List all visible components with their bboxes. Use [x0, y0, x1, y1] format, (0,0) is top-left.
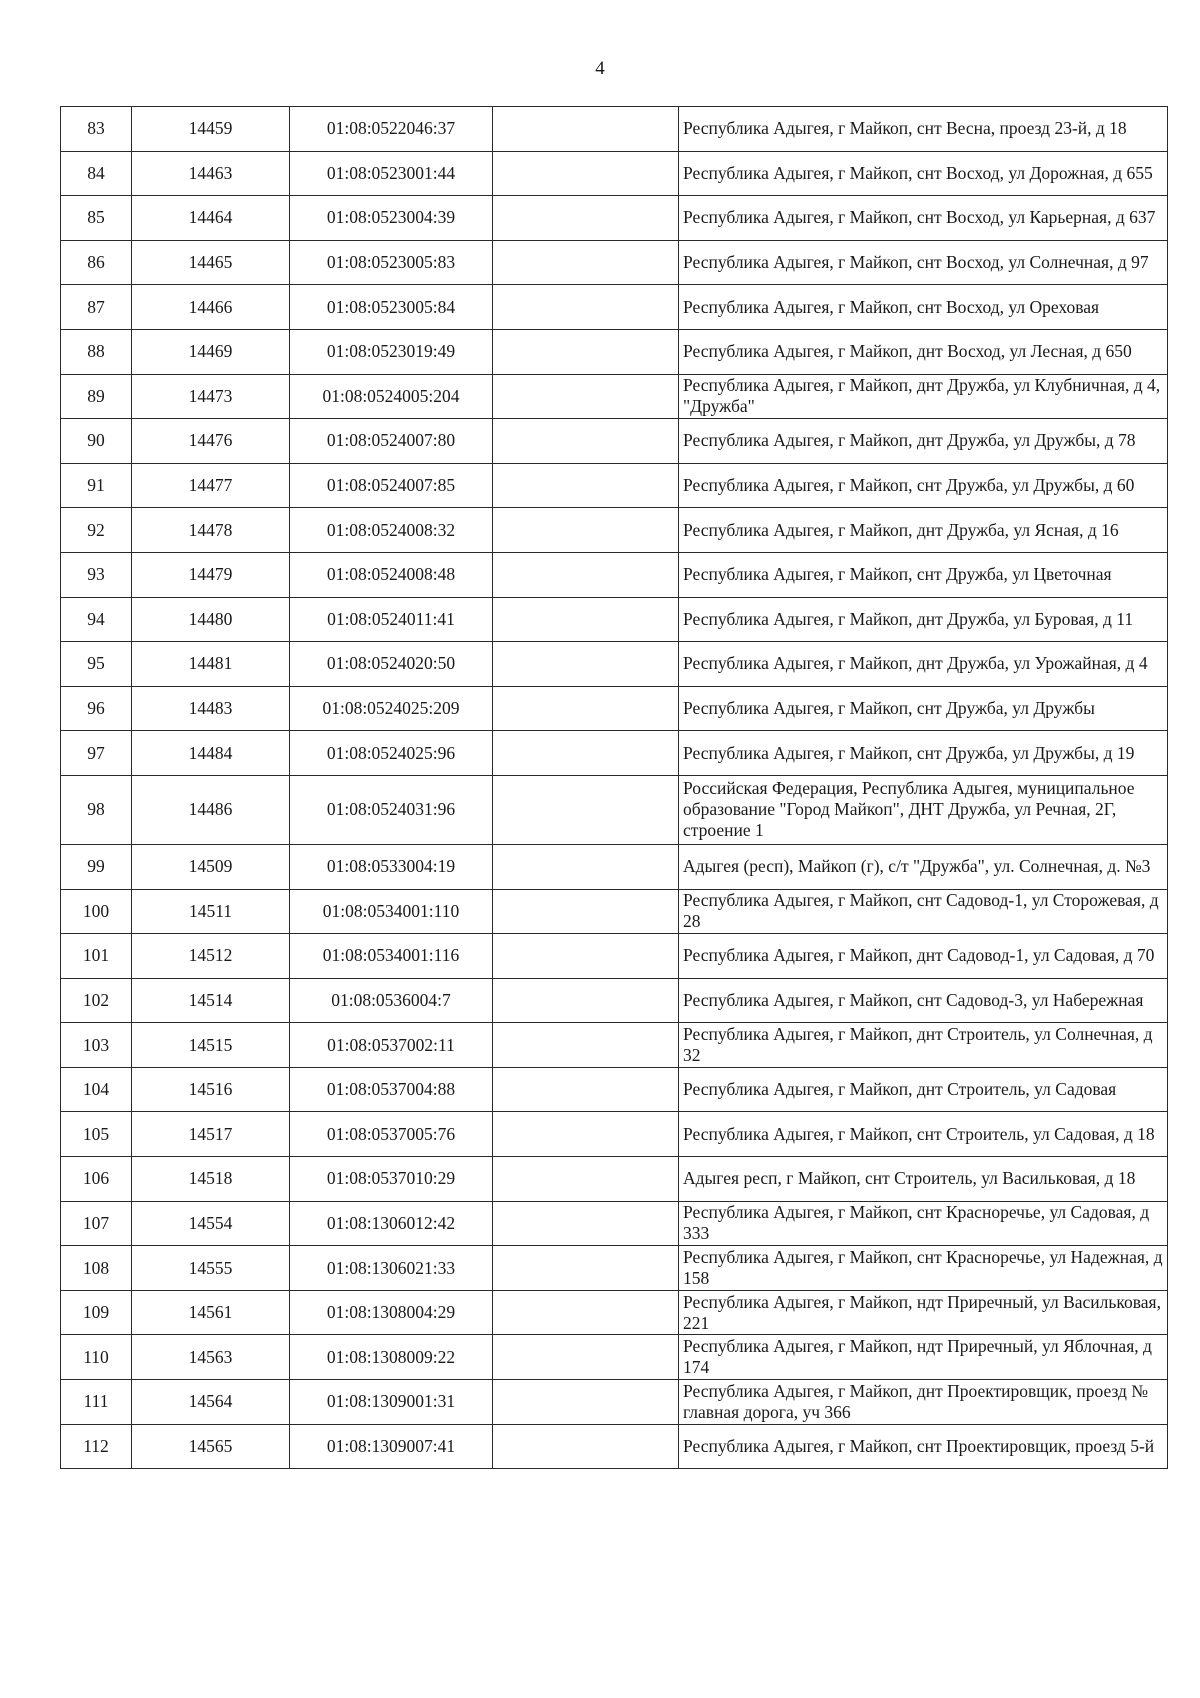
address-cell: Республика Адыгея, г Майкоп, днт Дружба, ул Урожайная, д 4 [679, 642, 1168, 687]
table-row [61, 1067, 1168, 1112]
address-cell: Российская Федерация, Республика Адыгея, муниципальное образование "Город Майкоп", ДНТ Дружба, ул Речная, 2Г, строение 1 [679, 775, 1168, 844]
table-row [61, 889, 1168, 934]
empty-cell [493, 196, 679, 241]
empty-cell [493, 1380, 679, 1425]
address-cell: Республика Адыгея, г Майкоп, днт Дружба, ул Ясная, д 16 [679, 508, 1168, 553]
record-id-cell: 14480 [132, 597, 290, 642]
empty-cell [493, 889, 679, 934]
table-row [61, 775, 1168, 844]
cadastral-number-cell: 01:08:0534001:116 [290, 934, 493, 979]
table-row [61, 1023, 1168, 1068]
empty-cell [493, 107, 679, 152]
record-id-cell: 14515 [132, 1023, 290, 1068]
empty-cell [493, 552, 679, 597]
cadastral-number-cell: 01:08:0537002:11 [290, 1023, 493, 1068]
record-id-cell: 14483 [132, 686, 290, 731]
cadastral-number-cell: 01:08:1306012:42 [290, 1201, 493, 1246]
registry-table [60, 106, 1168, 1469]
table-row [61, 151, 1168, 196]
cadastral-number-cell: 01:08:0524007:80 [290, 419, 493, 464]
cadastral-number-cell: 01:08:0524020:50 [290, 642, 493, 687]
cadastral-number-cell: 01:08:0537010:29 [290, 1157, 493, 1202]
row-number-cell: 83 [61, 107, 132, 152]
row-number-cell: 104 [61, 1067, 132, 1112]
empty-cell [493, 285, 679, 330]
address-cell: Республика Адыгея, г Майкоп, днт Строитель, ул Солнечная, д 32 [679, 1023, 1168, 1068]
table-row [61, 1424, 1168, 1469]
record-id-cell: 14563 [132, 1335, 290, 1380]
empty-cell [493, 1201, 679, 1246]
row-number-cell: 106 [61, 1157, 132, 1202]
row-number-cell: 91 [61, 463, 132, 508]
cadastral-number-cell: 01:08:0524005:204 [290, 374, 493, 419]
empty-cell [493, 775, 679, 844]
table-row [61, 374, 1168, 419]
address-cell: Республика Адыгея, г Майкоп, снт Красноречье, ул Надежная, д 158 [679, 1246, 1168, 1291]
record-id-cell: 14486 [132, 775, 290, 844]
record-id-cell: 14564 [132, 1380, 290, 1425]
address-cell: Республика Адыгея, г Майкоп, снт Весна, проезд 23-й, д 18 [679, 107, 1168, 152]
cadastral-number-cell: 01:08:0524011:41 [290, 597, 493, 642]
cadastral-number-cell: 01:08:0524025:209 [290, 686, 493, 731]
address-cell: Республика Адыгея, г Майкоп, снт Проектировщик, проезд 5-й [679, 1424, 1168, 1469]
record-id-cell: 14511 [132, 889, 290, 934]
table-row [61, 686, 1168, 731]
address-cell: Адыгея респ, г Майкоп, снт Строитель, ул Васильковая, д 18 [679, 1157, 1168, 1202]
cadastral-number-cell: 01:08:0524031:96 [290, 775, 493, 844]
row-number-cell: 94 [61, 597, 132, 642]
cadastral-number-cell: 01:08:1308004:29 [290, 1290, 493, 1335]
record-id-cell: 14478 [132, 508, 290, 553]
empty-cell [493, 1112, 679, 1157]
table-row [61, 1157, 1168, 1202]
empty-cell [493, 329, 679, 374]
row-number-cell: 101 [61, 934, 132, 979]
table-row [61, 597, 1168, 642]
table-row [61, 1112, 1168, 1157]
record-id-cell: 14484 [132, 731, 290, 776]
address-cell: Республика Адыгея, г Майкоп, снт Восход, ул Ореховая [679, 285, 1168, 330]
address-cell: Республика Адыгея, г Майкоп, снт Восход, ул Карьерная, д 637 [679, 196, 1168, 241]
cadastral-number-cell: 01:08:0522046:37 [290, 107, 493, 152]
address-cell: Республика Адыгея, г Майкоп, снт Восход, ул Дорожная, д 655 [679, 151, 1168, 196]
empty-cell [493, 1290, 679, 1335]
address-cell: Республика Адыгея, г Майкоп, снт Дружба, ул Цветочная [679, 552, 1168, 597]
address-cell: Республика Адыгея, г Майкоп, снт Дружба, ул Дружбы, д 60 [679, 463, 1168, 508]
row-number-cell: 90 [61, 419, 132, 464]
record-id-cell: 14512 [132, 934, 290, 979]
record-id-cell: 14481 [132, 642, 290, 687]
address-cell: Республика Адыгея, г Майкоп, ндт Приречный, ул Яблочная, д 174 [679, 1335, 1168, 1380]
table-row [61, 463, 1168, 508]
record-id-cell: 14466 [132, 285, 290, 330]
record-id-cell: 14473 [132, 374, 290, 419]
empty-cell [493, 978, 679, 1023]
record-id-cell: 14554 [132, 1201, 290, 1246]
empty-cell [493, 1424, 679, 1469]
address-cell: Республика Адыгея, г Майкоп, снт Красноречье, ул Садовая, д 333 [679, 1201, 1168, 1246]
row-number-cell: 109 [61, 1290, 132, 1335]
record-id-cell: 14477 [132, 463, 290, 508]
empty-cell [493, 934, 679, 979]
address-cell: Республика Адыгея, г Майкоп, днт Дружба, ул Клубничная, д 4, "Дружба" [679, 374, 1168, 419]
cadastral-number-cell: 01:08:1309001:31 [290, 1380, 493, 1425]
registry-table-body [61, 107, 1168, 1469]
row-number-cell: 108 [61, 1246, 132, 1291]
empty-cell [493, 1157, 679, 1202]
record-id-cell: 14463 [132, 151, 290, 196]
table-row [61, 1246, 1168, 1291]
table-row [61, 240, 1168, 285]
row-number-cell: 87 [61, 285, 132, 330]
row-number-cell: 92 [61, 508, 132, 553]
empty-cell [493, 151, 679, 196]
page-number: 4 [595, 58, 605, 79]
cadastral-number-cell: 01:08:0524008:32 [290, 508, 493, 553]
empty-cell [493, 374, 679, 419]
address-cell: Республика Адыгея, г Майкоп, снт Восход, ул Солнечная, д 97 [679, 240, 1168, 285]
cadastral-number-cell: 01:08:0537005:76 [290, 1112, 493, 1157]
record-id-cell: 14465 [132, 240, 290, 285]
empty-cell [493, 463, 679, 508]
empty-cell [493, 731, 679, 776]
record-id-cell: 14561 [132, 1290, 290, 1335]
address-cell: Республика Адыгея, г Майкоп, снт Строитель, ул Садовая, д 18 [679, 1112, 1168, 1157]
row-number-cell: 97 [61, 731, 132, 776]
empty-cell [493, 508, 679, 553]
row-number-cell: 102 [61, 978, 132, 1023]
table-row [61, 978, 1168, 1023]
record-id-cell: 14459 [132, 107, 290, 152]
empty-cell [493, 1335, 679, 1380]
address-cell: Республика Адыгея, г Майкоп, днт Строитель, ул Садовая [679, 1067, 1168, 1112]
empty-cell [493, 1067, 679, 1112]
address-cell: Республика Адыгея, г Майкоп, днт Проектировщик, проезд № главная дорога, уч 366 [679, 1380, 1168, 1425]
row-number-cell: 95 [61, 642, 132, 687]
cadastral-number-cell: 01:08:0523004:39 [290, 196, 493, 241]
table-row [61, 1335, 1168, 1380]
record-id-cell: 14464 [132, 196, 290, 241]
table-row [61, 1290, 1168, 1335]
record-id-cell: 14469 [132, 329, 290, 374]
record-id-cell: 14565 [132, 1424, 290, 1469]
row-number-cell: 86 [61, 240, 132, 285]
row-number-cell: 96 [61, 686, 132, 731]
cadastral-number-cell: 01:08:0524007:85 [290, 463, 493, 508]
record-id-cell: 14509 [132, 844, 290, 889]
empty-cell [493, 240, 679, 285]
table-row [61, 552, 1168, 597]
row-number-cell: 100 [61, 889, 132, 934]
cadastral-number-cell: 01:08:0534001:110 [290, 889, 493, 934]
row-number-cell: 85 [61, 196, 132, 241]
empty-cell [493, 597, 679, 642]
cadastral-number-cell: 01:08:0533004:19 [290, 844, 493, 889]
table-row [61, 196, 1168, 241]
table-row [61, 419, 1168, 464]
address-cell: Республика Адыгея, г Майкоп, ндт Приречный, ул Васильковая, 221 [679, 1290, 1168, 1335]
empty-cell [493, 1246, 679, 1291]
table-row [61, 329, 1168, 374]
cadastral-number-cell: 01:08:0536004:7 [290, 978, 493, 1023]
address-cell: Республика Адыгея, г Майкоп, днт Дружба, ул Дружбы, д 78 [679, 419, 1168, 464]
table-row [61, 107, 1168, 152]
row-number-cell: 88 [61, 329, 132, 374]
table-row [61, 642, 1168, 687]
cadastral-number-cell: 01:08:0523005:84 [290, 285, 493, 330]
record-id-cell: 14516 [132, 1067, 290, 1112]
address-cell: Республика Адыгея, г Майкоп, днт Восход, ул Лесная, д 650 [679, 329, 1168, 374]
row-number-cell: 103 [61, 1023, 132, 1068]
table-row [61, 1201, 1168, 1246]
row-number-cell: 112 [61, 1424, 132, 1469]
row-number-cell: 84 [61, 151, 132, 196]
empty-cell [493, 642, 679, 687]
row-number-cell: 105 [61, 1112, 132, 1157]
address-cell: Республика Адыгея, г Майкоп, снт Дружба, ул Дружбы [679, 686, 1168, 731]
address-cell: Республика Адыгея, г Майкоп, снт Дружба, ул Дружбы, д 19 [679, 731, 1168, 776]
record-id-cell: 14476 [132, 419, 290, 464]
record-id-cell: 14514 [132, 978, 290, 1023]
table-row [61, 844, 1168, 889]
record-id-cell: 14479 [132, 552, 290, 597]
address-cell: Адыгея (респ), Майкоп (г), с/т "Дружба", ул. Солнечная, д. №3 [679, 844, 1168, 889]
cadastral-number-cell: 01:08:0524008:48 [290, 552, 493, 597]
table-row [61, 731, 1168, 776]
row-number-cell: 98 [61, 775, 132, 844]
table-row [61, 508, 1168, 553]
cadastral-number-cell: 01:08:0523019:49 [290, 329, 493, 374]
address-cell: Республика Адыгея, г Майкоп, снт Садовод-1, ул Сторожевая, д 28 [679, 889, 1168, 934]
address-cell: Республика Адыгея, г Майкоп, днт Садовод-1, ул Садовая, д 70 [679, 934, 1168, 979]
address-cell: Республика Адыгея, г Майкоп, снт Садовод-3, ул Набережная [679, 978, 1168, 1023]
cadastral-number-cell: 01:08:0524025:96 [290, 731, 493, 776]
row-number-cell: 107 [61, 1201, 132, 1246]
cadastral-number-cell: 01:08:1306021:33 [290, 1246, 493, 1291]
empty-cell [493, 1023, 679, 1068]
row-number-cell: 110 [61, 1335, 132, 1380]
row-number-cell: 93 [61, 552, 132, 597]
cadastral-number-cell: 01:08:0523001:44 [290, 151, 493, 196]
row-number-cell: 89 [61, 374, 132, 419]
empty-cell [493, 844, 679, 889]
record-id-cell: 14555 [132, 1246, 290, 1291]
address-cell: Республика Адыгея, г Майкоп, днт Дружба, ул Буровая, д 11 [679, 597, 1168, 642]
empty-cell [493, 419, 679, 464]
cadastral-number-cell: 01:08:0537004:88 [290, 1067, 493, 1112]
row-number-cell: 99 [61, 844, 132, 889]
row-number-cell: 111 [61, 1380, 132, 1425]
table-row [61, 285, 1168, 330]
empty-cell [493, 686, 679, 731]
cadastral-number-cell: 01:08:1308009:22 [290, 1335, 493, 1380]
cadastral-number-cell: 01:08:1309007:41 [290, 1424, 493, 1469]
table-row [61, 1380, 1168, 1425]
record-id-cell: 14517 [132, 1112, 290, 1157]
cadastral-number-cell: 01:08:0523005:83 [290, 240, 493, 285]
record-id-cell: 14518 [132, 1157, 290, 1202]
table-row [61, 934, 1168, 979]
